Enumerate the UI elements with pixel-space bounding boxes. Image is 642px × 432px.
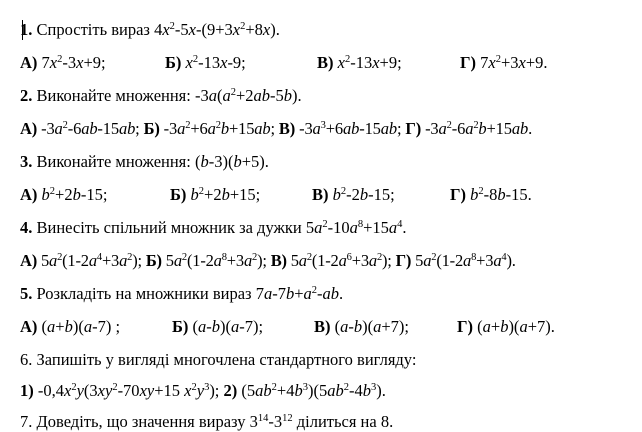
question-6-prompt bbox=[20, 350, 416, 370]
label-marker: В) bbox=[317, 53, 334, 72]
text-run: ; bbox=[135, 119, 144, 138]
exponent: 8 bbox=[221, 252, 227, 263]
variable: b bbox=[220, 119, 229, 138]
variable: b bbox=[362, 381, 371, 400]
exponent: 2 bbox=[446, 120, 452, 131]
q3-option-a[interactable] bbox=[20, 185, 107, 205]
text-run: +9; bbox=[379, 53, 402, 72]
q1-option-b[interactable] bbox=[165, 53, 246, 73]
exponent: 2 bbox=[473, 120, 479, 131]
text-run: -5 bbox=[174, 20, 189, 39]
variable: ab bbox=[511, 119, 529, 138]
exponent: 3 bbox=[302, 382, 308, 393]
text-run: -10 bbox=[327, 218, 350, 237]
variable: x bbox=[488, 53, 496, 72]
text-run: -3 bbox=[62, 53, 77, 72]
variable: a bbox=[222, 86, 231, 105]
text-run: )( bbox=[220, 317, 232, 336]
text-run: + bbox=[294, 284, 304, 303]
variable: b bbox=[500, 317, 509, 336]
text-run: +4 bbox=[276, 381, 295, 400]
variable: b bbox=[497, 185, 506, 204]
text-run: -15 bbox=[97, 119, 119, 138]
exponent: 2 bbox=[127, 252, 133, 263]
variable: b bbox=[332, 185, 341, 204]
variable: a bbox=[338, 251, 347, 270]
variable: x bbox=[184, 381, 192, 400]
label-marker: 1) bbox=[20, 381, 34, 400]
variable: x bbox=[220, 53, 228, 72]
exponent: 2 bbox=[271, 382, 277, 393]
text-run: +2 bbox=[204, 185, 222, 204]
variable: ab bbox=[253, 86, 271, 105]
variable: ab bbox=[380, 119, 397, 138]
text-run: 7 bbox=[37, 53, 50, 72]
text-run: -70 bbox=[117, 381, 140, 400]
label-marker: А) bbox=[20, 53, 38, 72]
variable: a bbox=[231, 317, 240, 336]
q3-option-b[interactable] bbox=[170, 185, 260, 205]
text-run: ( bbox=[330, 317, 341, 336]
text-run: +5). bbox=[241, 152, 269, 171]
variable: b bbox=[353, 317, 363, 336]
exponent: 2 bbox=[495, 54, 501, 65]
variable: a bbox=[373, 317, 382, 336]
text-run: )( bbox=[362, 317, 374, 336]
text-run: + bbox=[55, 317, 65, 336]
q5-option-a[interactable] bbox=[20, 317, 120, 337]
variable: ab bbox=[254, 119, 271, 138]
variable: b bbox=[294, 381, 303, 400]
exponent: 2 bbox=[181, 252, 187, 263]
text-run: . bbox=[528, 119, 533, 138]
variable: a bbox=[303, 284, 312, 303]
text-run: ); bbox=[132, 251, 146, 270]
text-run: (3 bbox=[83, 381, 98, 400]
variable: a bbox=[482, 317, 491, 336]
variable: x bbox=[337, 53, 345, 72]
text-run: -7) ; bbox=[92, 317, 121, 336]
variable: a bbox=[263, 284, 273, 303]
text-run: -4 bbox=[348, 381, 363, 400]
text-run: -9; bbox=[227, 53, 246, 72]
text-run: +6 bbox=[325, 119, 344, 138]
text-run: 7. Доведіть, що значення виразу 3 bbox=[20, 412, 258, 431]
exponent: 12 bbox=[282, 413, 293, 424]
text-run: +15 bbox=[228, 119, 255, 138]
text-run: Виконайте множення: -3 bbox=[32, 86, 209, 105]
exponent: 2 bbox=[71, 382, 77, 393]
text-run: ). bbox=[506, 251, 516, 270]
variable: x bbox=[185, 53, 193, 72]
variable: a bbox=[198, 317, 207, 336]
text-run: +3 bbox=[500, 53, 519, 72]
variable: ab bbox=[322, 284, 340, 303]
variable: a bbox=[47, 317, 56, 336]
label-marker: 4. bbox=[20, 218, 33, 237]
variable: a bbox=[119, 251, 128, 270]
q1-option-g[interactable] bbox=[460, 53, 548, 73]
text-run: -2 bbox=[346, 185, 360, 204]
exponent: 4 bbox=[397, 219, 403, 230]
label-marker: 1. bbox=[20, 20, 33, 39]
text-run: +6 bbox=[190, 119, 208, 138]
variable: b bbox=[285, 284, 295, 303]
text-run: -13 bbox=[350, 53, 373, 72]
variable: b bbox=[283, 86, 293, 105]
label-marker: Б) bbox=[170, 185, 187, 204]
text-run: -7 bbox=[272, 284, 286, 303]
variable: a bbox=[368, 251, 377, 270]
exponent: 2 bbox=[306, 252, 312, 263]
text-run: (1-2 bbox=[186, 251, 214, 270]
text-run: ; bbox=[270, 119, 279, 138]
exponent: 2 bbox=[198, 186, 205, 197]
q5-option-b[interactable] bbox=[172, 317, 263, 337]
label-marker: Б) bbox=[145, 251, 162, 270]
label-marker: А) bbox=[20, 317, 38, 336]
text-run: +3 bbox=[351, 251, 369, 270]
text-run: )( bbox=[508, 317, 520, 336]
text-run: . bbox=[402, 218, 407, 237]
variable: b bbox=[221, 185, 230, 204]
label-marker: Г) bbox=[450, 185, 466, 204]
variable: a bbox=[340, 317, 349, 336]
exponent: 2 bbox=[215, 120, 221, 131]
exponent: 2 bbox=[478, 186, 484, 197]
label-marker: Б) bbox=[165, 53, 182, 72]
variable: a bbox=[388, 218, 398, 237]
exponent: 2 bbox=[311, 285, 318, 296]
variable: a bbox=[519, 317, 528, 336]
text-run: (1-2 bbox=[436, 251, 464, 270]
variable: xy bbox=[139, 381, 155, 400]
variable: a bbox=[312, 119, 321, 138]
label-marker: 2) bbox=[223, 381, 238, 400]
variable: a bbox=[213, 251, 222, 270]
text-run: ; bbox=[396, 119, 406, 138]
text-run: - bbox=[348, 317, 354, 336]
variable: b bbox=[470, 185, 479, 204]
variable: b bbox=[64, 317, 73, 336]
q1-option-v[interactable] bbox=[317, 53, 402, 73]
question-5-prompt bbox=[20, 284, 343, 304]
label-marker: Г) bbox=[457, 317, 473, 336]
label-marker: А) bbox=[20, 119, 38, 138]
variable: a bbox=[83, 317, 93, 336]
variable: a bbox=[423, 251, 432, 270]
text-run: ); bbox=[209, 381, 220, 400]
exponent: 14 bbox=[257, 413, 269, 424]
label-marker: А) bbox=[20, 251, 38, 270]
label-marker: В) bbox=[270, 251, 287, 270]
text-run: +7). bbox=[527, 317, 555, 336]
variable: b bbox=[200, 152, 209, 171]
variable: x bbox=[76, 53, 84, 72]
exponent: 2 bbox=[192, 54, 199, 65]
label-marker: Б) bbox=[172, 317, 189, 336]
variable: b bbox=[41, 185, 50, 204]
variable: a bbox=[208, 86, 217, 105]
text-run: -8 bbox=[483, 185, 498, 204]
text-run: +9; bbox=[83, 53, 106, 72]
text-run: -3 bbox=[37, 119, 55, 138]
text-run: 5 bbox=[286, 251, 299, 270]
exponent: 2 bbox=[62, 120, 68, 131]
exponent: 2 bbox=[230, 87, 236, 98]
q3-option-v[interactable] bbox=[312, 185, 395, 205]
exponent: 6 bbox=[346, 252, 352, 263]
question-6-answers bbox=[20, 381, 386, 401]
variable: x bbox=[518, 53, 526, 72]
text-run: -7); bbox=[239, 317, 264, 336]
exponent: 8 bbox=[357, 219, 364, 230]
exponent: 2 bbox=[112, 382, 118, 393]
text-run: -3 bbox=[268, 412, 283, 431]
text-run: (5 bbox=[237, 381, 256, 400]
text-run: -(9+3 bbox=[195, 20, 233, 39]
exponent: 3 bbox=[320, 120, 326, 131]
variable: x bbox=[372, 53, 380, 72]
question-7-prompt bbox=[20, 412, 393, 432]
question-2-prompt bbox=[20, 86, 302, 106]
question-4-prompt bbox=[20, 218, 407, 238]
exponent: 2 bbox=[185, 120, 191, 131]
text-run: -3 bbox=[421, 119, 439, 138]
variable: b bbox=[211, 317, 221, 336]
text-run: )( bbox=[72, 317, 84, 336]
variable: a bbox=[207, 119, 216, 138]
variable: a bbox=[88, 251, 97, 270]
text-run: ( bbox=[37, 317, 48, 336]
exponent: 2 bbox=[343, 382, 349, 393]
exponent: 2 bbox=[49, 186, 56, 197]
text-run: -3 bbox=[295, 119, 313, 138]
text-run: +3 bbox=[101, 251, 120, 270]
question-3-prompt bbox=[20, 152, 269, 172]
variable: a bbox=[173, 251, 182, 270]
text-run: Спростіть вираз 4 bbox=[32, 20, 163, 39]
text-run: +9. bbox=[525, 53, 548, 72]
text-run: )(5 bbox=[307, 381, 328, 400]
text-run: + bbox=[490, 317, 501, 336]
q3-option-g[interactable] bbox=[450, 185, 532, 205]
text-run: +8 bbox=[245, 20, 263, 39]
text-run: +15 bbox=[154, 381, 185, 400]
variable: b bbox=[190, 185, 199, 204]
text-run: +2 bbox=[55, 185, 73, 204]
variable: x bbox=[262, 20, 271, 39]
text-run: -0,4 bbox=[33, 381, 64, 400]
text-run: ). bbox=[292, 86, 302, 105]
variable: x bbox=[49, 53, 58, 72]
text-run: -13 bbox=[198, 53, 221, 72]
variable: ab bbox=[327, 381, 344, 400]
variable: a bbox=[465, 119, 474, 138]
text-run: ( bbox=[216, 86, 223, 105]
question-2-answers bbox=[20, 119, 532, 139]
variable: a bbox=[49, 251, 58, 270]
variable: a bbox=[463, 251, 472, 270]
text-run: +15; bbox=[229, 185, 261, 204]
exponent: 3 bbox=[204, 382, 210, 393]
exponent: 2 bbox=[344, 54, 351, 65]
text-run: -6 bbox=[451, 119, 466, 138]
variable: y bbox=[76, 381, 84, 400]
text-run: +3 bbox=[476, 251, 494, 270]
variable: b bbox=[359, 185, 369, 204]
variable: b bbox=[233, 152, 242, 171]
variable: y bbox=[196, 381, 205, 400]
variable: a bbox=[438, 119, 447, 138]
text-run: ); bbox=[257, 251, 271, 270]
variable: x bbox=[188, 20, 196, 39]
text-run: 5 bbox=[411, 251, 424, 270]
text-run: 5 bbox=[161, 251, 174, 270]
exponent: 4 bbox=[501, 252, 507, 263]
text-run: . bbox=[339, 284, 344, 303]
text-run: -15 bbox=[359, 119, 381, 138]
q5-option-v[interactable] bbox=[314, 317, 409, 337]
variable: b bbox=[478, 119, 487, 138]
variable: b bbox=[72, 185, 81, 204]
exponent: 4 bbox=[96, 252, 102, 263]
text-run: ( bbox=[188, 317, 199, 336]
exponent: 2 bbox=[169, 21, 175, 32]
exponent: 2 bbox=[57, 54, 63, 65]
text-run: -15. bbox=[505, 185, 532, 204]
text-run: +2 bbox=[235, 86, 254, 105]
text-run: 5 bbox=[37, 251, 49, 270]
variable: x bbox=[64, 381, 72, 400]
label-marker: В) bbox=[312, 185, 329, 204]
text-run: Розкладіть на множники вираз 7 bbox=[32, 284, 264, 303]
exponent: 2 bbox=[57, 252, 63, 263]
label-marker: Г) bbox=[460, 53, 476, 72]
text-run: Виконайте множення: ( bbox=[32, 152, 201, 171]
q5-option-g[interactable] bbox=[457, 317, 555, 337]
variable: a bbox=[493, 251, 502, 270]
variable: a bbox=[314, 218, 323, 237]
label-marker: Б) bbox=[143, 119, 160, 138]
variable: a bbox=[54, 119, 63, 138]
variable: ab bbox=[255, 381, 272, 400]
exponent: 2 bbox=[240, 21, 246, 32]
variable: ab bbox=[343, 119, 360, 138]
text-run: -15; bbox=[80, 185, 108, 204]
label-marker: В) bbox=[278, 119, 296, 138]
variable: x bbox=[162, 20, 170, 39]
variable: ab bbox=[118, 119, 136, 138]
exponent: 2 bbox=[376, 252, 383, 263]
text-run: -5 bbox=[270, 86, 284, 105]
exponent: 2 bbox=[431, 252, 437, 263]
text-run: 7 bbox=[476, 53, 489, 72]
text-run: -3)( bbox=[208, 152, 234, 171]
text-run: +15 bbox=[363, 218, 389, 237]
text-run: ділиться на 8. bbox=[292, 412, 394, 431]
text-run: - bbox=[317, 284, 323, 303]
label-marker: 5. bbox=[20, 284, 33, 303]
text-run: +7); bbox=[381, 317, 410, 336]
variable: a bbox=[177, 119, 186, 138]
text-run: ); bbox=[382, 251, 396, 270]
text-run: +15 bbox=[486, 119, 512, 138]
variable: xy bbox=[97, 381, 113, 400]
label-marker: А) bbox=[20, 185, 38, 204]
text-run: +3 bbox=[226, 251, 244, 270]
text-run: 6. Запишіть у вигляді многочлена стандартного вигляду: bbox=[20, 350, 417, 369]
text-run: -3 bbox=[159, 119, 178, 138]
variable: x bbox=[232, 20, 241, 39]
exponent: 3 bbox=[370, 382, 377, 393]
exponent: 2 bbox=[340, 186, 347, 197]
question-4-answers bbox=[20, 251, 516, 271]
label-marker: В) bbox=[314, 317, 331, 336]
exponent: 2 bbox=[322, 219, 328, 230]
text-run: (1-2 bbox=[311, 251, 339, 270]
text-run: Винесіть спільний множник за дужки 5 bbox=[32, 218, 315, 237]
text-run: (1-2 bbox=[62, 251, 89, 270]
text-run: -6 bbox=[67, 119, 82, 138]
variable: ab bbox=[81, 119, 98, 138]
exponent: 8 bbox=[471, 252, 477, 263]
text-run: -15; bbox=[368, 185, 395, 204]
text-run: ( bbox=[473, 317, 483, 336]
question-1-prompt bbox=[20, 20, 280, 40]
label-marker: Г) bbox=[405, 119, 422, 138]
variable: a bbox=[243, 251, 253, 270]
variable: a bbox=[298, 251, 307, 270]
text-run: - bbox=[206, 317, 212, 336]
variable: a bbox=[349, 218, 358, 237]
label-marker: Г) bbox=[395, 251, 412, 270]
text-run: ). bbox=[270, 20, 280, 39]
exponent: 2 bbox=[191, 382, 197, 393]
label-marker: 2. bbox=[20, 86, 33, 105]
label-marker: 3. bbox=[20, 152, 33, 171]
text-run: ). bbox=[376, 381, 386, 400]
exponent: 2 bbox=[252, 252, 258, 263]
q1-option-a[interactable] bbox=[20, 53, 106, 73]
